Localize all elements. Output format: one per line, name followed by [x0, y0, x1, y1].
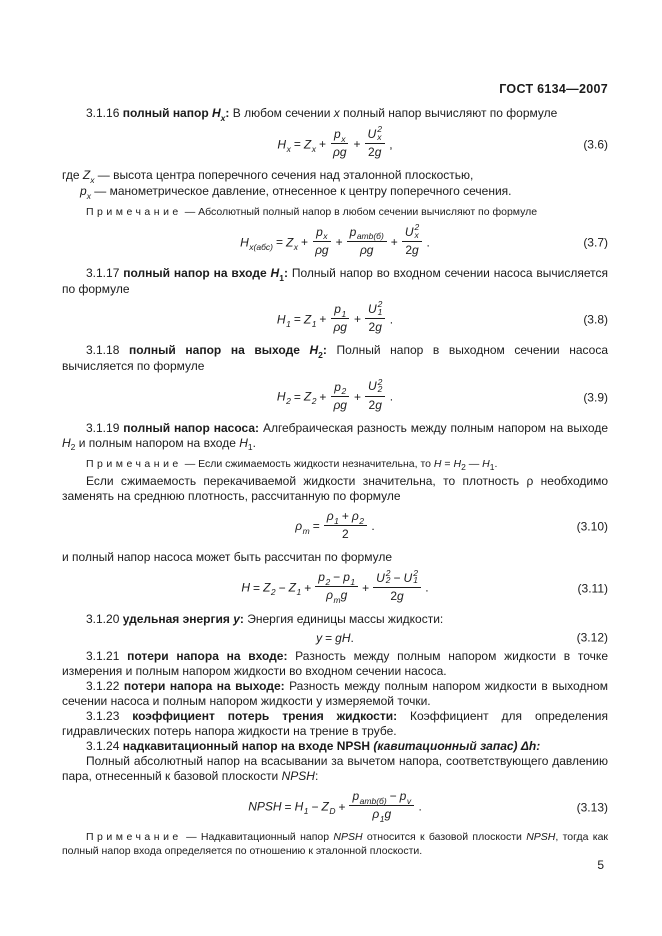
para-3-1-16	[62, 106, 608, 122]
subscript: amb(б)	[356, 231, 384, 242]
text-run: 3.1.22	[86, 679, 124, 694]
equation-number: (3.10)	[576, 519, 608, 534]
fraction-numerator	[324, 509, 367, 526]
operator: +	[319, 389, 327, 404]
fraction	[365, 376, 385, 412]
plain-symbol: 2	[368, 397, 376, 412]
variable: p	[318, 570, 325, 585]
operator: +	[390, 235, 398, 250]
fraction-numerator	[373, 567, 421, 588]
subscript: x	[293, 241, 299, 252]
text-run: Разность между полным напором жидкости в выходном сечении насоса и полным напором жидкости у измеряемой точки.	[62, 679, 608, 709]
text-run: 3.1.21	[86, 649, 128, 664]
text-run: где	[62, 168, 83, 183]
equation	[240, 222, 430, 259]
plain-symbol: .	[350, 630, 354, 645]
fraction	[324, 509, 367, 541]
text-run: 3.1.20	[86, 612, 123, 627]
variable: Z	[303, 137, 312, 152]
subscript: 2	[286, 396, 291, 407]
text-run: :	[536, 739, 541, 754]
variable: p	[334, 302, 341, 317]
text-run: H	[309, 343, 319, 358]
text-run: p	[80, 184, 87, 199]
text-run: H	[453, 457, 462, 470]
plain-symbol: .	[415, 799, 422, 814]
text-run: x	[86, 190, 91, 201]
fraction-numerator	[331, 127, 348, 144]
text-run: и полным напором на входе	[75, 435, 240, 450]
note-compressibility	[62, 458, 608, 472]
operator: =	[312, 519, 320, 534]
sub-sup-stack	[385, 567, 391, 586]
subscript: 2	[325, 576, 331, 587]
fraction	[347, 225, 387, 257]
variable: ρ	[326, 509, 334, 524]
fraction-numerator	[349, 789, 414, 806]
plain-symbol: .	[423, 235, 430, 250]
variable: ρ	[372, 807, 380, 822]
fraction	[330, 380, 350, 412]
fraction	[365, 299, 385, 335]
fraction	[349, 789, 414, 822]
plain-symbol: 2	[405, 243, 413, 258]
operator: +	[353, 312, 361, 327]
variable: Z	[263, 580, 271, 595]
operator: +	[319, 312, 327, 327]
text-run: коэффициент потерь трения жидкости:	[132, 709, 398, 724]
text-run: потери напора на входе:	[127, 649, 288, 664]
variable: p	[316, 224, 323, 239]
superscript: 2	[413, 567, 418, 578]
variable: g	[375, 320, 382, 335]
text-run: 3.1.19	[86, 420, 124, 435]
operator: +	[338, 799, 346, 814]
variable: ρg	[333, 397, 347, 412]
fraction-numerator	[315, 570, 358, 587]
variable: y	[316, 630, 323, 645]
superscript: 2	[385, 567, 391, 578]
variable: Z	[288, 580, 296, 595]
para-3-1-24-head	[62, 739, 608, 754]
note-npsh	[62, 831, 608, 858]
equation-number: (3.12)	[576, 630, 608, 645]
variable: g	[340, 588, 348, 603]
fraction-denominator	[402, 242, 421, 257]
text-run: Алгебраическая разность между полным напором на выходе	[259, 420, 608, 435]
plain-symbol: .	[386, 312, 394, 327]
text-run: :	[283, 266, 288, 281]
text-run: Δh	[520, 739, 537, 754]
para-3-1-18	[62, 343, 608, 374]
variable: Z	[303, 389, 312, 404]
text-run: удельная энергия	[122, 612, 234, 627]
operator: −	[311, 799, 319, 814]
para-density	[62, 474, 608, 504]
subscript: 1	[341, 308, 347, 319]
text-run: 3.1.16	[86, 106, 123, 120]
variable: H	[294, 799, 304, 814]
variable: H	[241, 580, 251, 595]
fraction-numerator	[365, 299, 385, 319]
para-3-1-19	[62, 421, 608, 452]
subscript: D	[329, 806, 336, 817]
fraction-denominator	[387, 588, 406, 603]
text-run: NPSH	[526, 831, 556, 844]
subscript: x	[341, 133, 346, 144]
formula-3-13	[62, 791, 608, 824]
text-run: Разность между полным напором жидкости в точке измерения и полным напором жидкости во входном сечении насоса.	[62, 649, 608, 679]
subscript: x	[311, 143, 316, 154]
variable: ρg	[333, 320, 347, 335]
subscript: 1	[296, 587, 302, 598]
variable: p	[343, 570, 350, 585]
variable: ρ	[351, 509, 359, 524]
subscript: 1	[377, 306, 383, 317]
fraction	[330, 302, 350, 334]
operator: =	[293, 389, 301, 404]
text-run: H	[62, 435, 71, 450]
operator: +	[335, 235, 343, 250]
plain-symbol: 2	[390, 588, 398, 603]
subscript: x(абс)	[249, 241, 273, 252]
text-run: — Если сжимаемость жидкости незначительна, то	[181, 457, 434, 470]
text-run: 3.1.23	[86, 709, 133, 724]
operator: =	[325, 630, 333, 645]
formula-3-12	[62, 630, 608, 646]
text-run: H	[239, 435, 248, 450]
sub-sup-stack	[414, 224, 419, 239]
subscript: 1	[413, 575, 418, 586]
operator: −	[393, 570, 401, 585]
operator: +	[353, 137, 361, 152]
equation-number: (3.8)	[583, 312, 608, 327]
formula-3-6	[62, 124, 608, 161]
subscript: x	[377, 131, 382, 142]
para-3-1-20	[62, 612, 608, 627]
text-run: 1	[489, 462, 495, 473]
fraction	[373, 567, 421, 603]
text-run: NPSH	[333, 831, 363, 844]
plain-symbol: .	[421, 580, 429, 595]
fraction-numerator	[331, 380, 349, 397]
formula-3-8	[62, 299, 608, 336]
fraction-denominator	[339, 526, 352, 541]
text-run: полный напор на выходе	[129, 343, 310, 358]
variable: g	[375, 397, 382, 412]
para-3-1-22	[62, 679, 608, 709]
operator: +	[362, 580, 370, 595]
variable: gH	[335, 630, 351, 645]
fraction-numerator	[331, 302, 349, 319]
text-run: В любом сечении	[229, 106, 334, 120]
operator: =	[293, 137, 301, 152]
text-run: полный напор на входе	[123, 266, 271, 281]
text-run: :	[314, 769, 319, 784]
operator: −	[389, 789, 397, 804]
fraction	[315, 570, 358, 603]
subscript: 1	[379, 813, 385, 824]
where-line-2	[62, 184, 608, 200]
fraction-numerator	[365, 124, 385, 144]
plain-symbol: 2	[342, 527, 349, 542]
para-3-1-23	[62, 709, 608, 739]
text-run: :	[239, 612, 244, 627]
variable: Z	[321, 799, 329, 814]
operator: +	[301, 235, 309, 250]
text-run: полный напор	[122, 106, 212, 120]
operator: +	[353, 389, 361, 404]
text-run: y	[233, 612, 240, 627]
variable: g	[397, 588, 404, 603]
equation-number: (3.13)	[576, 800, 608, 815]
variable: p	[334, 379, 341, 394]
equation	[276, 376, 394, 413]
subscript: 2	[377, 384, 383, 395]
fraction-denominator	[366, 319, 385, 334]
formula-3-9	[62, 376, 608, 413]
subscript: v	[406, 795, 412, 806]
subscript: 1	[303, 806, 309, 817]
text-run: .	[252, 435, 256, 450]
text-run: , тогда как полный напор входа определяется по отношению к эталонной плоскости.	[62, 831, 609, 857]
text-run: =	[441, 457, 454, 470]
variable: NPSH	[248, 799, 282, 814]
text-run: x	[90, 174, 95, 185]
text-run: 3.1.17	[86, 266, 124, 281]
text-run: и полный напор насоса может быть рассчитан по формуле	[62, 550, 393, 565]
variable: U	[368, 302, 377, 317]
operator: =	[293, 312, 301, 327]
formula-3-7	[62, 222, 608, 259]
fraction	[365, 124, 385, 160]
subscript: 2	[385, 575, 391, 586]
text-run: относится к базовой плоскости	[362, 831, 527, 844]
where-line-1	[62, 168, 608, 184]
text-run: 2	[461, 462, 466, 473]
variable: U	[404, 224, 414, 239]
fraction-numerator	[365, 376, 385, 396]
fraction-denominator	[369, 806, 394, 822]
variable: ρ	[295, 519, 303, 534]
fraction-denominator	[330, 397, 350, 412]
subscript: m	[302, 525, 310, 536]
fraction-denominator	[323, 587, 350, 603]
subscript: x	[286, 143, 291, 154]
equation	[316, 631, 354, 646]
fraction-denominator	[357, 242, 377, 257]
formula-3-10	[62, 511, 608, 543]
operator: =	[275, 235, 283, 250]
operator: =	[253, 580, 261, 595]
fraction-denominator	[330, 319, 350, 334]
operator: −	[278, 580, 286, 595]
sub-sup-stack	[378, 301, 383, 316]
subscript: 2	[270, 587, 276, 598]
superscript: 2	[377, 124, 382, 135]
variable: H	[276, 389, 286, 404]
variable: U	[403, 570, 413, 585]
subscript: 2	[359, 515, 365, 526]
subscript: 1	[286, 318, 291, 329]
equation-number: (3.11)	[577, 581, 608, 596]
fraction-numerator	[402, 222, 422, 242]
text-run: Примечание	[86, 457, 182, 470]
document-header: ГОСТ 6134—2007	[499, 82, 608, 96]
document-body	[62, 106, 608, 861]
variable: ρ	[326, 588, 333, 603]
plain-symbol: .	[386, 389, 394, 404]
text-run: —	[465, 457, 483, 470]
variable: H	[276, 312, 286, 327]
para-head-calc	[62, 550, 608, 565]
variable: g	[412, 243, 419, 258]
text-run: Энергия единицы массы жидкости:	[243, 612, 444, 627]
variable: U	[367, 127, 377, 141]
note-abs-head	[62, 206, 608, 220]
plain-symbol: 2	[368, 320, 376, 335]
variable: H	[240, 235, 249, 250]
para-3-1-21	[62, 649, 608, 679]
plain-symbol: 2	[368, 145, 375, 160]
text-run: 2	[70, 442, 76, 453]
variable: p	[334, 127, 341, 142]
fraction-numerator	[313, 225, 330, 242]
text-run: полный напор насоса:	[123, 420, 260, 435]
text-run: Примечание	[86, 206, 182, 219]
operator: +	[304, 580, 312, 595]
text-run: 1	[247, 442, 253, 453]
text-run: H	[433, 457, 442, 470]
subscript: x	[414, 229, 419, 240]
text-run: Примечание	[86, 831, 182, 844]
fraction	[330, 127, 350, 159]
variable: Z	[303, 312, 312, 327]
superscript: 2	[377, 376, 383, 387]
text-run: Коэффициент для определения гидравлических потерь напора жидкости на трение в трубе.	[62, 709, 608, 739]
text-run: .	[494, 457, 498, 470]
subscript: x	[323, 231, 328, 242]
subscript: 1	[334, 515, 339, 526]
subscript: m	[333, 594, 341, 605]
fraction-denominator	[312, 242, 332, 257]
variable: ρg	[332, 145, 347, 160]
para-3-1-24-body	[62, 754, 608, 784]
equation	[276, 299, 394, 336]
subscript: 1	[350, 576, 356, 587]
text-run: — манометрическое давление, отнесенное к центру поперечного сечения.	[90, 184, 512, 199]
text-run: x	[333, 106, 340, 120]
variable: ρg	[315, 242, 329, 257]
variable: ρg	[359, 242, 374, 257]
text-run: надкавитационный напор на входе NPSH	[122, 739, 374, 754]
formula-3-11	[62, 567, 608, 605]
superscript: 2	[414, 222, 420, 233]
text-run: NPSH	[281, 769, 315, 784]
text-run: — высота центра поперечного сечения над эталонной плоскостью,	[94, 168, 474, 183]
text-run: — Надкавитационный напор	[181, 831, 334, 844]
equation	[241, 567, 429, 605]
subscript: 2	[311, 396, 317, 407]
equation-number: (3.6)	[583, 137, 608, 152]
subscript: 1	[311, 318, 317, 329]
superscript: 2	[377, 299, 383, 310]
variable: g	[384, 807, 392, 822]
fraction-denominator	[365, 144, 384, 159]
sub-sup-stack	[377, 126, 382, 141]
text-run: H	[482, 457, 490, 470]
text-run: :	[322, 343, 327, 358]
text-run: Z	[82, 168, 91, 183]
text-run: — Абсолютный полный напор в любом сечении вычисляют по формуле	[181, 206, 538, 219]
text-run: 1	[279, 272, 284, 283]
operator: −	[333, 570, 341, 585]
variable: p	[349, 224, 357, 239]
sub-sup-stack	[377, 376, 383, 395]
text-run: полный напор вычисляют по формуле	[339, 106, 558, 120]
para-3-1-17	[62, 266, 608, 297]
text-run: Если сжимаемость перекачиваемой жидкости значительна, то плотность ρ необходимо заменять на среднюю плотность, рассчитанную по формуле	[62, 474, 608, 504]
subscript: 2	[341, 386, 347, 397]
variable: H	[277, 137, 287, 152]
equation	[248, 791, 422, 824]
variable: p	[352, 789, 360, 804]
text-run: (кавитационный запас)	[373, 739, 521, 754]
text-run: x	[220, 112, 226, 123]
operator: +	[341, 509, 349, 524]
page-number: 5	[597, 858, 604, 872]
text-run: 3.1.24	[86, 739, 123, 754]
fraction-numerator	[347, 225, 387, 242]
text-run: Полный абсолютный напор на всасывании за вычетом напора, соответствующего давлению пара, отнесенный к базовой плоскости	[62, 754, 608, 784]
fraction-denominator	[330, 144, 350, 159]
text-run: 3.1.18	[86, 343, 129, 358]
text-run: 2	[318, 349, 323, 360]
text-run: H	[211, 106, 221, 120]
equation	[277, 124, 393, 161]
fraction-denominator	[366, 397, 385, 412]
operator: =	[284, 799, 292, 814]
text-run: Полный напор во входном сечении насоса вычисляется по формуле	[62, 266, 608, 297]
plain-symbol: .	[368, 519, 375, 534]
equation-number: (3.9)	[583, 390, 608, 405]
subscript: amb(б)	[359, 795, 387, 806]
fraction	[312, 225, 332, 257]
variable: g	[374, 145, 382, 160]
operator: +	[318, 137, 326, 152]
text-run: потери напора на выходе:	[123, 679, 285, 694]
variable: U	[368, 379, 377, 394]
equation-number: (3.7)	[583, 235, 608, 250]
variable: Z	[285, 235, 294, 250]
text-run: :	[225, 106, 230, 120]
text-run: H	[270, 266, 280, 281]
variable: p	[399, 789, 407, 804]
sub-sup-stack	[413, 567, 418, 586]
variable: U	[376, 570, 385, 585]
equation	[295, 511, 374, 543]
plain-symbol: ,	[385, 137, 393, 152]
text-run: Полный напор в выходном сечении насоса вычисляется по формуле	[62, 343, 609, 374]
fraction	[402, 222, 422, 258]
